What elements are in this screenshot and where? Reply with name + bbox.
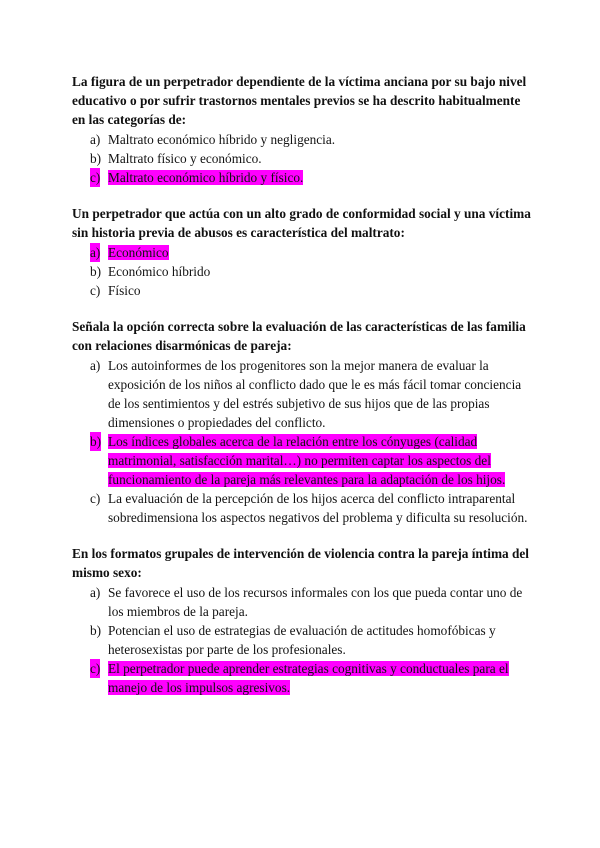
option-letter: c) bbox=[90, 283, 101, 298]
option-b-highlighted bbox=[72, 432, 532, 489]
option-a bbox=[72, 130, 532, 149]
question-text: La figura de un perpetrador dependiente de la víctima anciana por su bajo nivel educativo o por sufrir trastornos mentales previos se ha descrito habitualmente en las categorías de: bbox=[72, 74, 527, 127]
option-letter: c) bbox=[90, 170, 101, 185]
option-letter: b) bbox=[90, 434, 102, 449]
option-letter: b) bbox=[90, 151, 102, 166]
option-text: Maltrato económico híbrido y físico. bbox=[108, 170, 304, 185]
option-a-highlighted bbox=[72, 243, 532, 262]
option-text: El perpetrador puede aprender estrategias cognitivas y conductuales para el manejo de los impulsos agresivos. bbox=[108, 661, 509, 695]
option-letter: b) bbox=[90, 264, 102, 279]
option-text: Económico bbox=[108, 245, 169, 260]
option-text: Los índices globales acerca de la relación entre los cónyuges (calidad matrimonial, satisfacción marital…) no permiten captar los aspectos del funcionamiento de la pareja más relevantes para la adaptación de los hijos. bbox=[108, 434, 506, 487]
option-text: Se favorece el uso de los recursos informales con los que pueda contar uno de los miembros de la pareja. bbox=[108, 585, 523, 619]
option-c bbox=[72, 489, 532, 527]
option-text: Maltrato económico híbrido y negligencia. bbox=[108, 132, 336, 147]
quiz-content bbox=[72, 72, 532, 714]
option-a bbox=[72, 583, 532, 621]
option-c bbox=[72, 281, 532, 300]
option-letter: a) bbox=[90, 358, 101, 373]
options-list bbox=[72, 356, 532, 527]
option-text: Los autoinformes de los progenitores son la mejor manera de evaluar la exposición de los niños al conflicto dado que le es más fácil tomar conciencia de los sentimientos y del estrés subjetivo de sus hijos que de las propias dimensiones o propiedades del conflicto. bbox=[108, 358, 522, 430]
option-text: Físico bbox=[108, 283, 141, 298]
option-a bbox=[72, 356, 532, 432]
question-text: En los formatos grupales de intervención de violencia contra la pareja íntima del mismo sexo: bbox=[72, 546, 529, 580]
question-4 bbox=[72, 544, 532, 697]
option-text: Potencian el uso de estrategias de evaluación de actitudes homofóbicas y heterosexistas por parte de los profesionales. bbox=[108, 623, 496, 657]
option-letter: a) bbox=[90, 585, 101, 600]
option-b bbox=[72, 621, 532, 659]
option-b bbox=[72, 262, 532, 281]
option-letter: b) bbox=[90, 623, 102, 638]
option-letter: c) bbox=[90, 491, 101, 506]
question-text: Un perpetrador que actúa con un alto grado de conformidad social y una víctima sin historia previa de abusos es característica del maltrato: bbox=[72, 206, 531, 240]
option-text: Económico híbrido bbox=[108, 264, 211, 279]
option-text: Maltrato físico y económico. bbox=[108, 151, 262, 166]
option-letter: c) bbox=[90, 661, 101, 676]
options-list bbox=[72, 130, 532, 187]
question-3 bbox=[72, 317, 532, 527]
option-c-highlighted bbox=[72, 659, 532, 697]
question-2 bbox=[72, 204, 532, 300]
option-letter: a) bbox=[90, 245, 101, 260]
question-text: Señala la opción correcta sobre la evaluación de las características de las familia con relaciones disarmónicas de pareja: bbox=[72, 319, 526, 353]
option-text: La evaluación de la percepción de los hijos acerca del conflicto intraparental sobredimensiona los aspectos negativos del problema y dificulta su resolución. bbox=[108, 491, 528, 525]
options-list bbox=[72, 243, 532, 300]
option-b bbox=[72, 149, 532, 168]
option-letter: a) bbox=[90, 132, 101, 147]
options-list bbox=[72, 583, 532, 697]
question-1 bbox=[72, 72, 532, 187]
option-c-highlighted bbox=[72, 168, 532, 187]
